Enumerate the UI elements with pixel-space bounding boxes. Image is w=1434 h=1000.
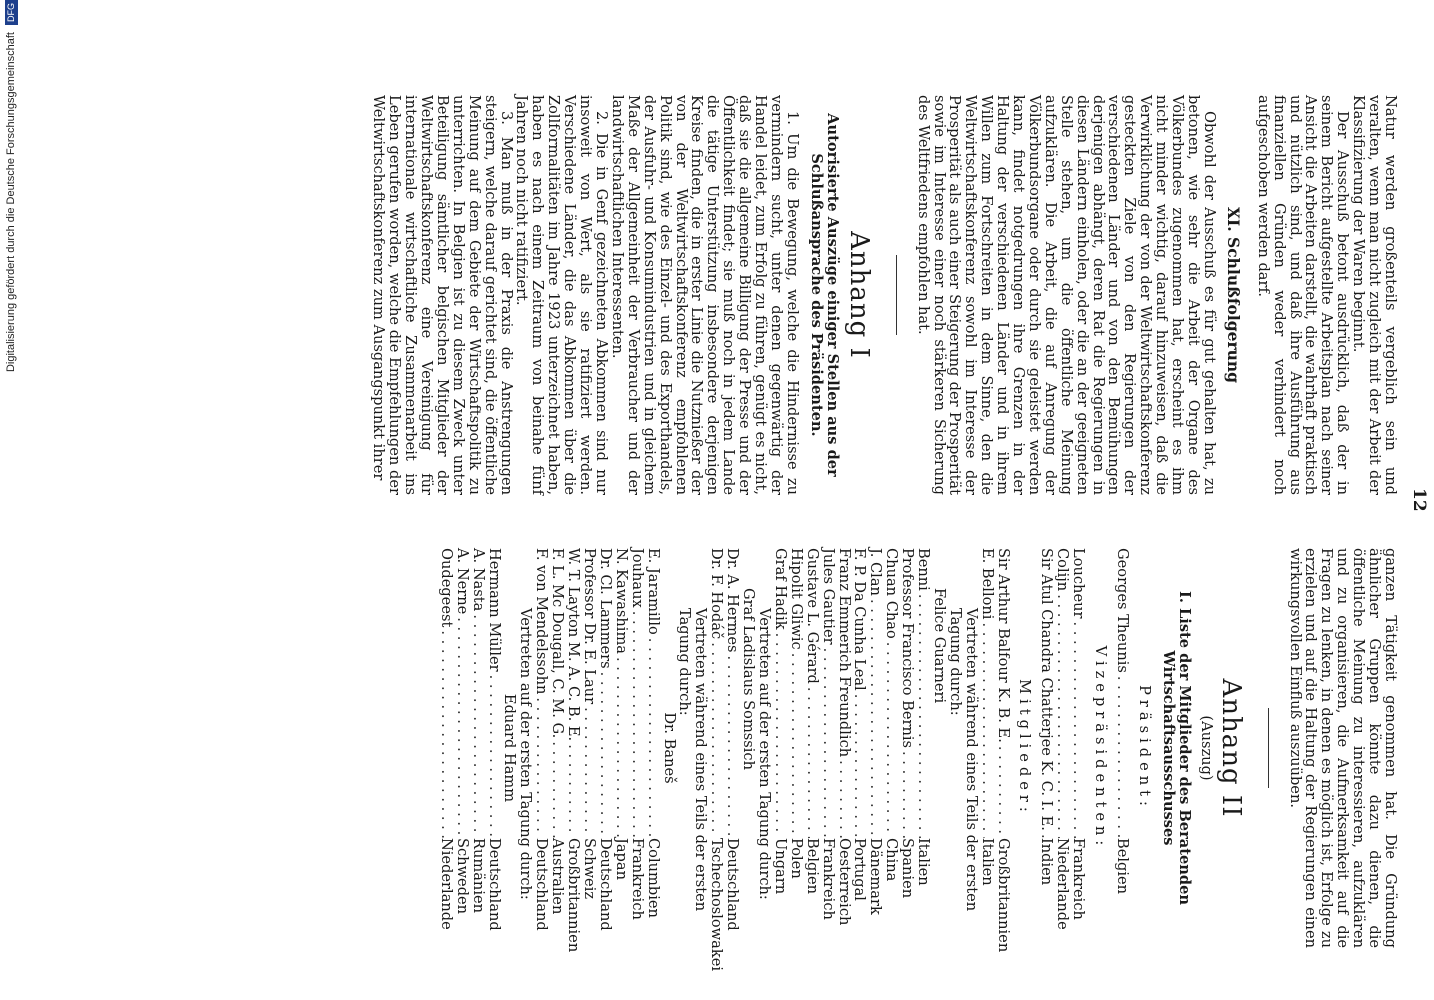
right-column: [437, 548, 1399, 972]
member-name: Chuan Chao: [883, 548, 901, 639]
member-name: W. T. Layton M. A. C. B. E.: [565, 548, 583, 742]
member-name: Dr. A. Hermes: [724, 548, 742, 653]
scan-footer: [0, 0, 22, 1000]
member-row: [804, 548, 820, 948]
member-name: Professor Francisco Bernis: [899, 548, 917, 749]
leader-dots: [629, 608, 645, 838]
member-country: Tschechoslowakei: [708, 838, 726, 972]
member-name: N. Kawashima: [612, 548, 630, 655]
footer-text: Digitalisierung gefördert durch die Deutsche Forschungsgemeinschaft: [5, 32, 17, 373]
member-country: Frankreich: [1070, 838, 1088, 920]
member-name: Graf Hadik: [771, 548, 789, 630]
member-row: [899, 548, 915, 948]
member-row: [1054, 548, 1070, 948]
member-row: [645, 548, 661, 948]
paragraph: ganzen Tätigkeit genommen hat. Die Gründung ähnlicher Gruppen könnte dazu dienen, die öffentliche Meinung zu interessieren, aufzuklären und zu organisieren, die Aufmerksamkeit auf die Fragen zu lenken, in denen es möglich ist, Erfolge zu erzielen und auf die Haltung der Regierungen einen wirkungsvollen Einfluß auszuüben.: [1286, 548, 1399, 948]
member-name: Franz Emmerich Freundlich: [835, 548, 853, 758]
member-list: [533, 548, 662, 953]
representative-name: Felice Guarneri: [930, 588, 948, 704]
member-row: [1114, 548, 1130, 948]
dfg-logo: DFG: [5, 0, 18, 25]
divider: [896, 255, 897, 335]
member-country: Großbritannien: [994, 838, 1012, 953]
leader-dots: [836, 757, 852, 838]
paragraph: Der Ausschuß betont ausdrücklich, daß der in seinem Bericht aufgestellte Arbeitsplan nach seiner Ansicht die Arbeiten darstellt, die wahrhaft praktisch und nützlich sind, und daß ihre Ausführung aus finanziellen Gründen weder verhindert noch aufgeschoben werden darf.: [1254, 95, 1352, 495]
member-list-heading: I. Liste der Mitglieder des Beratenden Wirtschaftsausschusses: [1159, 591, 1193, 905]
representation-note: Vertreten auf der ersten Tagung durch:: [517, 608, 535, 900]
role-label: Mitglieder:: [1016, 679, 1034, 817]
member-name: A. Nasta: [469, 548, 487, 612]
member-name: F. von Mendelssohn: [533, 548, 551, 695]
member-name: Georges Theunis: [1114, 548, 1132, 673]
member-row: [915, 548, 931, 948]
member-country: Deutschland: [724, 838, 742, 931]
member-country: Spanien: [899, 838, 917, 899]
member-country: Italien: [978, 838, 996, 886]
appendix-subtitle: (Auszug): [1197, 715, 1215, 781]
member-country: China: [883, 838, 901, 882]
representation-note: Vertreten auf der ersten Tagung durch:: [756, 608, 773, 900]
leader-dots: [899, 748, 915, 838]
member-country: Rumänien: [469, 838, 487, 914]
member-row: [597, 548, 613, 948]
leader-dots: [565, 741, 581, 838]
member-country: Deutschland: [596, 838, 614, 931]
member-name: Oudegeest: [437, 548, 455, 628]
member-country: Deutschland: [533, 838, 551, 931]
leader-dots: [1054, 591, 1070, 838]
paragraph: Natur werden großenteils vergeblich sein und veralten, wenn man nicht zugleich mit der Arbeit der Klassifizierung der Waren beginnt.: [1350, 95, 1399, 495]
member-row: [1070, 548, 1086, 948]
representation-note: Vertreten während eines Teils der ersten Tagung durch:: [676, 608, 710, 912]
member-country: Niederlande: [437, 838, 455, 930]
member-row: [867, 548, 883, 948]
leader-dots: [995, 743, 1011, 838]
member-row: [852, 548, 868, 948]
member-name: Jules Gautier: [819, 548, 837, 645]
leader-dots: [708, 639, 724, 838]
leader-dots: [1039, 831, 1055, 838]
leader-dots: [979, 619, 995, 838]
member-name: Professor Dr. E. Laur: [581, 548, 599, 705]
representative-name: Graf Ladislaus Somssich: [740, 588, 758, 771]
role-label: Präsident:: [1135, 685, 1153, 811]
member-row: [979, 548, 995, 948]
member-country: Schweiz: [581, 838, 599, 900]
member-name: A. Nerne: [453, 548, 471, 615]
appendix-subtitle: Autorisierte Auszüge einiger Stellen aus der Schlußansprache des Präsidenten.: [807, 113, 841, 477]
member-row: [581, 548, 597, 948]
member-name: E. Belloni: [978, 548, 996, 620]
member-name: E. Jaramillo: [644, 548, 662, 635]
member-name: Hermann Müller: [485, 548, 503, 672]
member-name: F. P. Da Cunha Leal: [851, 548, 869, 691]
member-row: [454, 548, 470, 948]
member-country: Deutschland: [485, 838, 503, 931]
member-country: Dänemark: [867, 838, 885, 915]
representation-note: Vertreten während eines Teils der ersten Tagung durch:: [946, 608, 980, 912]
member-country: Belgien: [803, 838, 821, 895]
leader-dots: [533, 694, 549, 838]
member-name: Benni: [915, 548, 933, 591]
member-row: [994, 548, 1012, 953]
member-country: Japan: [612, 838, 630, 880]
member-name: Sir Arthur Balfour K. B. E.: [994, 548, 1012, 743]
member-row: [533, 548, 549, 948]
paragraph: 3. Man muß in der Praxis die Anstrengungen steigern, welche darauf gerichtet sind, die öffentliche Meinung auf dem Gebiete der Wirtschaftspolitik zu unterrichten. In Belgien ist zu diesem Zweck unter Beteiligung sämtlicher belgischen Mitglieder der Weltwirtschaftskonferenz eine Vereinigung für internationale wirtschaftliche Zusammenarbeit ins Leben gerufen worden, welche die Empfehlungen der Weltwirtschaftskonferenz zum Ausgangspunkt ihrer: [370, 95, 515, 495]
member-country: Ungarn: [771, 838, 789, 895]
leader-dots: [852, 691, 868, 838]
member-list: [1114, 548, 1130, 948]
member-country: Columbien: [644, 838, 662, 918]
member-country: Indien: [1038, 838, 1056, 886]
leader-dots: [820, 645, 836, 838]
member-row: [486, 548, 502, 948]
member-name: Loucheur: [1070, 548, 1088, 619]
member-name: Jouhaux: [628, 548, 646, 608]
member-row: [1039, 548, 1055, 948]
member-country: Oesterreich: [835, 838, 853, 926]
member-country: Schweden: [453, 838, 471, 915]
member-row: [788, 548, 804, 948]
section-title: XI. Schlußfolgerung: [1223, 206, 1243, 384]
member-country: Niederlande: [1054, 838, 1072, 930]
member-country: Belgien: [1114, 838, 1132, 895]
member-list: [1039, 548, 1087, 948]
leader-dots: [788, 650, 804, 838]
member-name: Colijn: [1054, 548, 1072, 592]
member-name: Gustave L. Gérard: [803, 548, 821, 684]
role-label: Vizepräsidenten:: [1092, 645, 1110, 851]
member-row: [470, 548, 486, 948]
member-row: [836, 548, 852, 948]
member-list: [438, 548, 502, 948]
member-country: Frankreich: [819, 838, 837, 920]
leader-dots: [549, 738, 565, 838]
member-country: Großbritannien: [565, 838, 583, 953]
paragraph: Obwohl der Ausschuß es für gut gehalten hat, zu betonen, wie sehr die Arbeit der Organe des Völkerbundes zugenommen hat, erscheint es ihm nicht minder wichtig, darauf hinzuweisen, daß die Verwirklichung der von der Weltwirtschaftskonferenz gesteckten Ziele von den Regierungen der verschiedenen Länder und von den Bemühungen derjenigen abhängt, deren Rat die Regierungen in diesen Ländern einholen, oder die an der geeigneten Stelle stehen, um die öffentliche Meinung aufzuklären. Die Arbeit, die auf Anregung der Völkerbundsorgane oder durch sie geleistet werden kann, findet notgedrungen ihre Grenzen in der Haltung der verschiedenen Länder und in ihrem Willen zum Fortschreiten in dem Sinne, den die Weltwirtschaftskonferenz sowohl im Interesse der Prosperität als auch einer Steigerung der Prosperität sowie im Interesse einer noch stärkeren Sicherung des Weltfriedens empfohlen hat.: [914, 95, 1218, 495]
leader-dots: [470, 611, 486, 838]
member-row: [565, 548, 583, 953]
member-country: Frankreich: [628, 838, 646, 920]
appendix-title: Anhang II: [1215, 678, 1246, 818]
paragraph: 1. Um die Bewegung, welche die Hindernisse zu vermindern sucht, unter denen gegenwärtig der Handel leidet, zum Erfolg zu führen, genügt es nicht, daß sie die allgemeine Billigung der Presse und der Öffentlichkeit findet; sie muß noch in jedem Lande die tätige Unterstützung insbesondere derjenigen Kreise finden, die in erster Linie die Nutznießer der von der Weltwirtschaftskonferenz empfohlenen Politik sind, wie des Einzel- und des Exporthandels, der Ausfuhr- und Konsumindustrien und in gleichem Maße der Allgemeinheit der Verbraucher und der landwirtschaftlichen Interessenten.: [608, 95, 801, 495]
leader-dots: [645, 635, 661, 838]
member-country: Polen: [787, 838, 805, 879]
member-row: [629, 548, 645, 948]
leader-dots: [772, 630, 788, 838]
member-row: [549, 548, 565, 948]
member-name: Hipolit Gliwic: [787, 548, 805, 650]
leader-dots: [581, 704, 597, 838]
member-country: Portugal: [851, 838, 869, 901]
member-row: [438, 548, 454, 948]
member-name: Dr. F. Hodáč: [708, 548, 726, 640]
member-list: [708, 548, 742, 972]
leader-dots: [867, 596, 883, 838]
member-row: [613, 548, 629, 948]
appendix-title: Anhang I: [843, 231, 874, 359]
member-name: J. Clan: [867, 548, 885, 596]
member-name: Dr. Cl. Lammers: [596, 548, 614, 669]
representative-name: Dr. Baneš: [660, 712, 678, 784]
leader-dots: [454, 614, 470, 838]
member-row: [772, 548, 788, 948]
member-list: [772, 548, 931, 948]
member-country: Italien: [915, 838, 933, 886]
leader-dots: [438, 627, 454, 838]
member-row: [820, 548, 836, 948]
paragraph: 2. Die in Genf gezeichneten Abkommen sind nur insoweit von Wert, als sie ratifiziert werden. Verschiedene Länder, die das Abkommen über die Zollformalitäten im Jahre 1923 unterzeichnet haben, haben es nach einem Zeitraum von beinahe fünf Jahren noch nicht ratifiziert.: [513, 95, 611, 495]
member-name: Sir Atul Chandra Chatterjee K. C. I. E.: [1038, 548, 1056, 831]
leader-dots: [724, 652, 740, 838]
member-list: [978, 548, 1012, 953]
member-country: Australien: [549, 838, 567, 915]
leader-dots: [613, 654, 629, 838]
leader-dots: [915, 591, 931, 838]
member-row: [883, 548, 899, 948]
member-name: F. L. Mc Dougall, C. M. G.: [549, 548, 567, 739]
leader-dots: [597, 669, 613, 838]
leader-dots: [1114, 673, 1130, 838]
leader-dots: [883, 639, 899, 838]
member-row: [708, 548, 726, 972]
leader-dots: [1070, 618, 1086, 838]
leader-dots: [804, 684, 820, 838]
divider: [1268, 708, 1269, 788]
member-row: [724, 548, 740, 948]
representative-name: Eduard Hamm: [501, 693, 519, 803]
page-number: 12: [1409, 488, 1429, 512]
left-column: [370, 95, 1398, 495]
leader-dots: [486, 672, 502, 838]
